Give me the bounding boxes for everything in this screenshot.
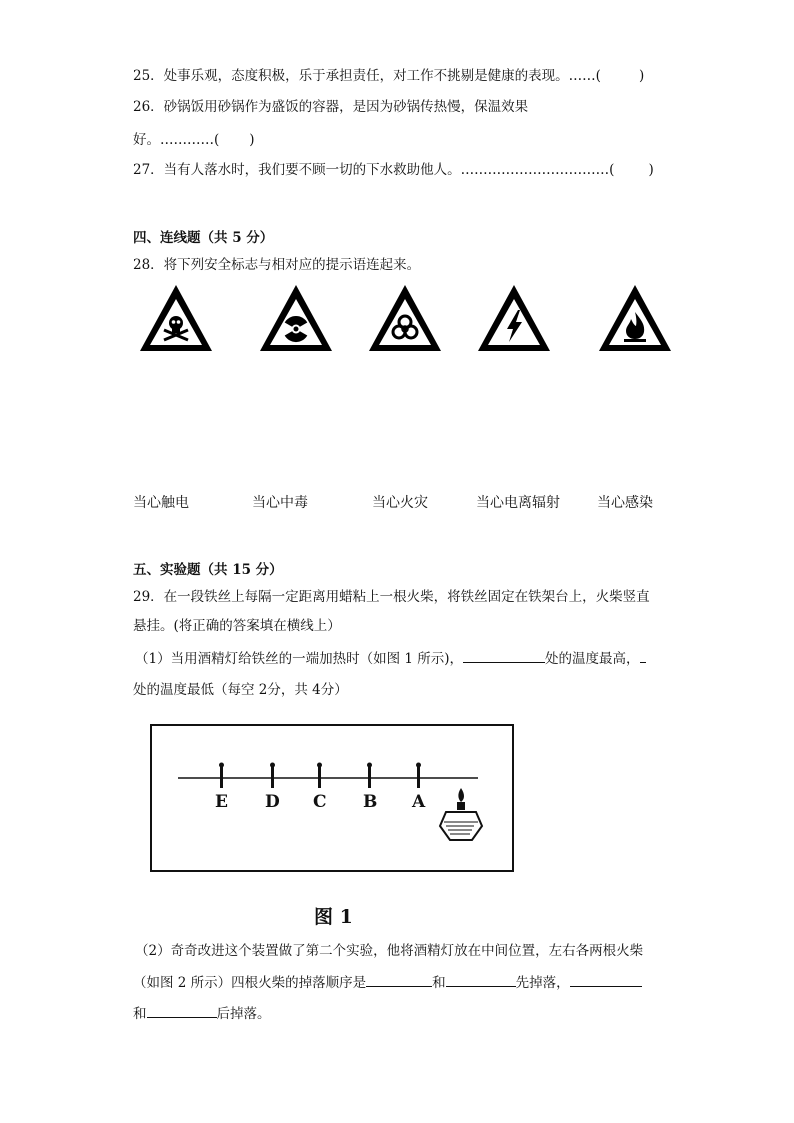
matches	[219, 763, 421, 789]
label-electric-shock: 当心触电	[133, 495, 189, 511]
match-label-a: A	[412, 792, 426, 812]
answer-blank-last-2[interactable]	[147, 1003, 217, 1018]
part1-text-b: 处的温度最高，	[545, 651, 640, 667]
question-29-part2-line1: （2）奇奇改进这个装置做了第二个实验，他将酒精灯放在中间位置，左右各两根火柴	[135, 943, 644, 959]
match-label-c: C	[313, 792, 327, 812]
answer-blank-highest[interactable]	[463, 648, 545, 663]
answer-blank-first-1[interactable]	[366, 972, 432, 987]
skull-crossbones-icon	[138, 282, 214, 354]
part2-text-c: 先掉落，	[515, 975, 570, 991]
question-27	[133, 160, 654, 180]
question-29-part1-line1	[135, 648, 646, 669]
safety-signs-row	[0, 282, 794, 362]
alcohol-lamp-icon	[440, 788, 482, 840]
part1-text-a: （1）当用酒精灯给铁丝的一端加热时（如图 1 所示)，	[135, 651, 464, 667]
section-5-heading: 五、实验题（共 15 分）	[133, 562, 283, 578]
match-label-e: E	[215, 792, 228, 812]
electric-shock-icon	[476, 282, 552, 354]
question-26-text: 好。…………(	[133, 132, 220, 148]
answer-blank-first-2[interactable]	[446, 972, 516, 987]
question-28: 28．将下列安全标志与相对应的提示语连起来。	[133, 257, 421, 273]
label-fire: 当心火灾	[372, 495, 428, 511]
label-poison: 当心中毒	[252, 495, 308, 511]
biohazard-icon	[367, 282, 443, 354]
flammable-icon	[597, 282, 673, 354]
question-26-close: )	[249, 132, 255, 148]
question-25-text: 25．处事乐观，态度积极，乐于承担责任，对工作不挑剔是健康的表现。……(	[133, 68, 601, 84]
question-29-line1: 29．在一段铁丝上每隔一定距离用蜡粘上一根火柴，将铁丝固定在铁架台上，火柴竖直	[133, 589, 650, 605]
iron-wire-apparatus	[152, 726, 512, 870]
question-26-line2	[133, 130, 255, 150]
question-27-close: )	[648, 162, 654, 178]
part2-text-e: 后掉落。	[216, 1006, 271, 1022]
part2-text-d: 和	[133, 1006, 147, 1022]
question-26-line1: 26．砂锅饭用砂锅作为盛饭的容器，是因为砂锅传热慢，保温效果	[133, 99, 529, 115]
answer-blank-lowest-start[interactable]	[640, 648, 646, 663]
figure-1-caption: 图 1	[314, 906, 353, 928]
answer-blank-last-1[interactable]	[570, 972, 642, 987]
question-29-part2-line3	[133, 1003, 271, 1024]
question-27-text: 27．当有人落水时，我们要不顾一切的下水救助他人。……………………………(	[133, 162, 615, 178]
radiation-icon	[258, 282, 334, 354]
section-4-heading: 四、连线题（共 5 分）	[133, 230, 274, 246]
part2-text-a: （如图 2 所示）四根火柴的掉落顺序是	[133, 975, 367, 991]
label-radiation: 当心电离辐射	[476, 495, 560, 511]
figure-1	[150, 724, 514, 872]
match-label-b: B	[363, 792, 378, 812]
question-25	[133, 66, 644, 86]
label-infection: 当心感染	[597, 495, 653, 511]
part2-text-b: 和	[432, 975, 446, 991]
question-29-line2: 悬挂。(将正确的答案填在横线上）	[133, 618, 341, 634]
question-29-part1-line2: 处的温度最低（每空 2分，共 4分）	[133, 682, 348, 698]
match-label-d: D	[265, 792, 280, 812]
question-25-close: )	[638, 68, 645, 84]
question-29-part2-line2	[133, 972, 642, 993]
